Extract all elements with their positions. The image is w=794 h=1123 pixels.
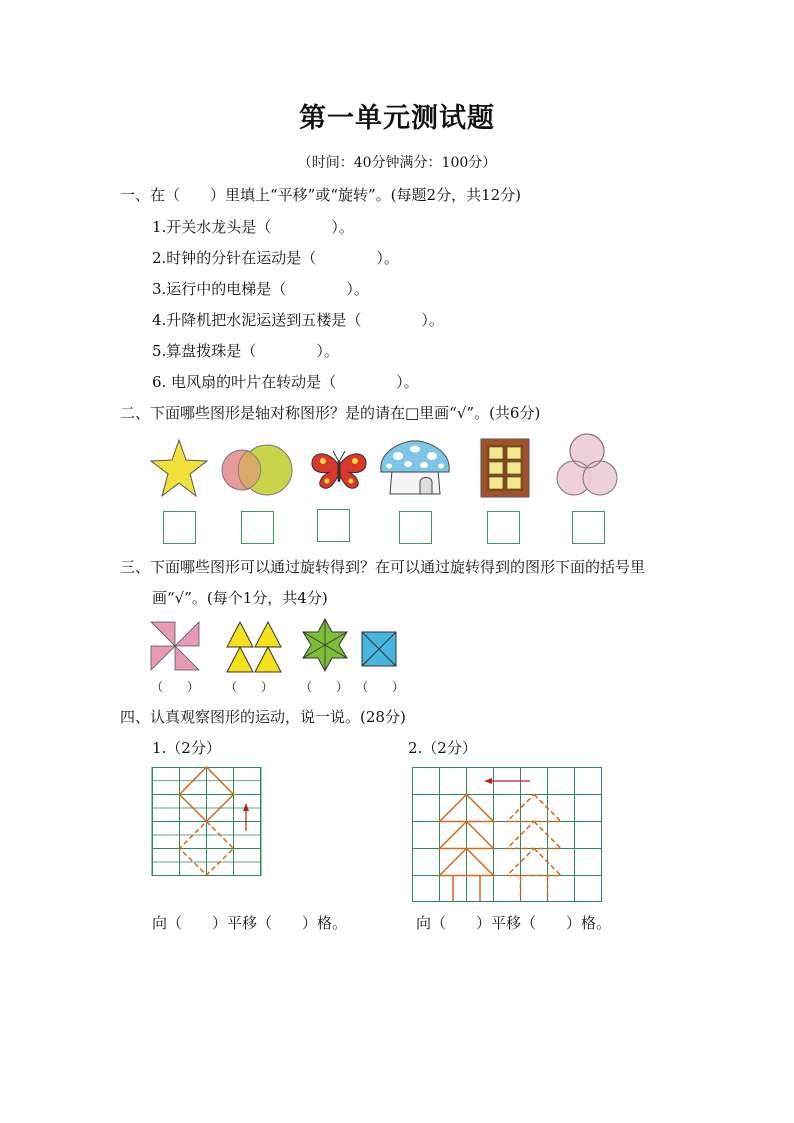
section-1-item: 5.算盘拨珠是（ ）。	[152, 342, 339, 360]
answer-paren[interactable]: （ ）	[225, 680, 274, 694]
mushroom-house-icon	[378, 440, 452, 498]
answer-checkbox[interactable]	[163, 511, 196, 544]
answer-checkbox[interactable]	[487, 511, 520, 544]
pinwheel-icon	[151, 622, 199, 670]
overlapping-circles-icon	[220, 443, 294, 497]
star-icon	[150, 438, 208, 500]
section-1-item: 1.开关水龙头是（ ）。	[152, 218, 354, 236]
butterfly-icon	[310, 448, 368, 490]
section-1-item: 2.时钟的分针在运动是（ ）。	[152, 249, 399, 267]
answer-paren[interactable]: （ ）	[300, 680, 349, 694]
triangles-icon	[226, 621, 282, 673]
section-1-item: 3.运行中的电梯是（ ）。	[152, 280, 369, 298]
section-2-heading: 二、下面哪些图形是轴对称图形？是的请在□里画“√”。(共6分)	[120, 404, 541, 422]
square-x-icon	[361, 631, 397, 667]
answer-checkbox[interactable]	[572, 511, 605, 544]
section-3-heading: 三、下面哪些图形可以通过旋转得到？在可以通过旋转得到的图形下面的括号里	[120, 558, 646, 576]
question-1-answer[interactable]: 向（ ）平移（ ）格。	[152, 914, 348, 932]
window-icon	[480, 438, 530, 498]
section-1-heading: 一、在（ ）里填上“平移”或“旋转”。(每题2分，共12分)	[120, 186, 522, 204]
section-3-heading-cont: 画“√”。(每个1分，共4分)	[152, 589, 328, 607]
answer-paren[interactable]: （ ）	[151, 680, 200, 694]
question-2-label: 2.（2分）	[408, 739, 477, 757]
page-title: 第一单元测试题	[299, 103, 495, 134]
grid-diagram-2	[412, 767, 603, 903]
answer-checkbox[interactable]	[241, 511, 274, 544]
answer-checkbox[interactable]	[317, 509, 350, 542]
page-subtitle: （时间：40分钟满分：100分）	[297, 155, 497, 171]
grid-diagram-1	[152, 767, 262, 877]
hexagram-icon	[300, 618, 350, 672]
answer-paren[interactable]: （ ）	[356, 680, 405, 694]
section-1-item: 6. 电风扇的叶片在转动是（ ）。	[152, 373, 419, 391]
section-4-heading: 四、认真观察图形的运动，说一说。(28分)	[120, 708, 406, 726]
question-1-label: 1.（2分）	[152, 739, 221, 757]
section-1-item: 4.升降机把水泥运送到五楼是（ ）。	[152, 311, 444, 329]
three-circles-icon	[555, 432, 619, 500]
question-2-answer[interactable]: 向（ ）平移（ ）格。	[416, 914, 612, 932]
answer-checkbox[interactable]	[399, 511, 432, 544]
